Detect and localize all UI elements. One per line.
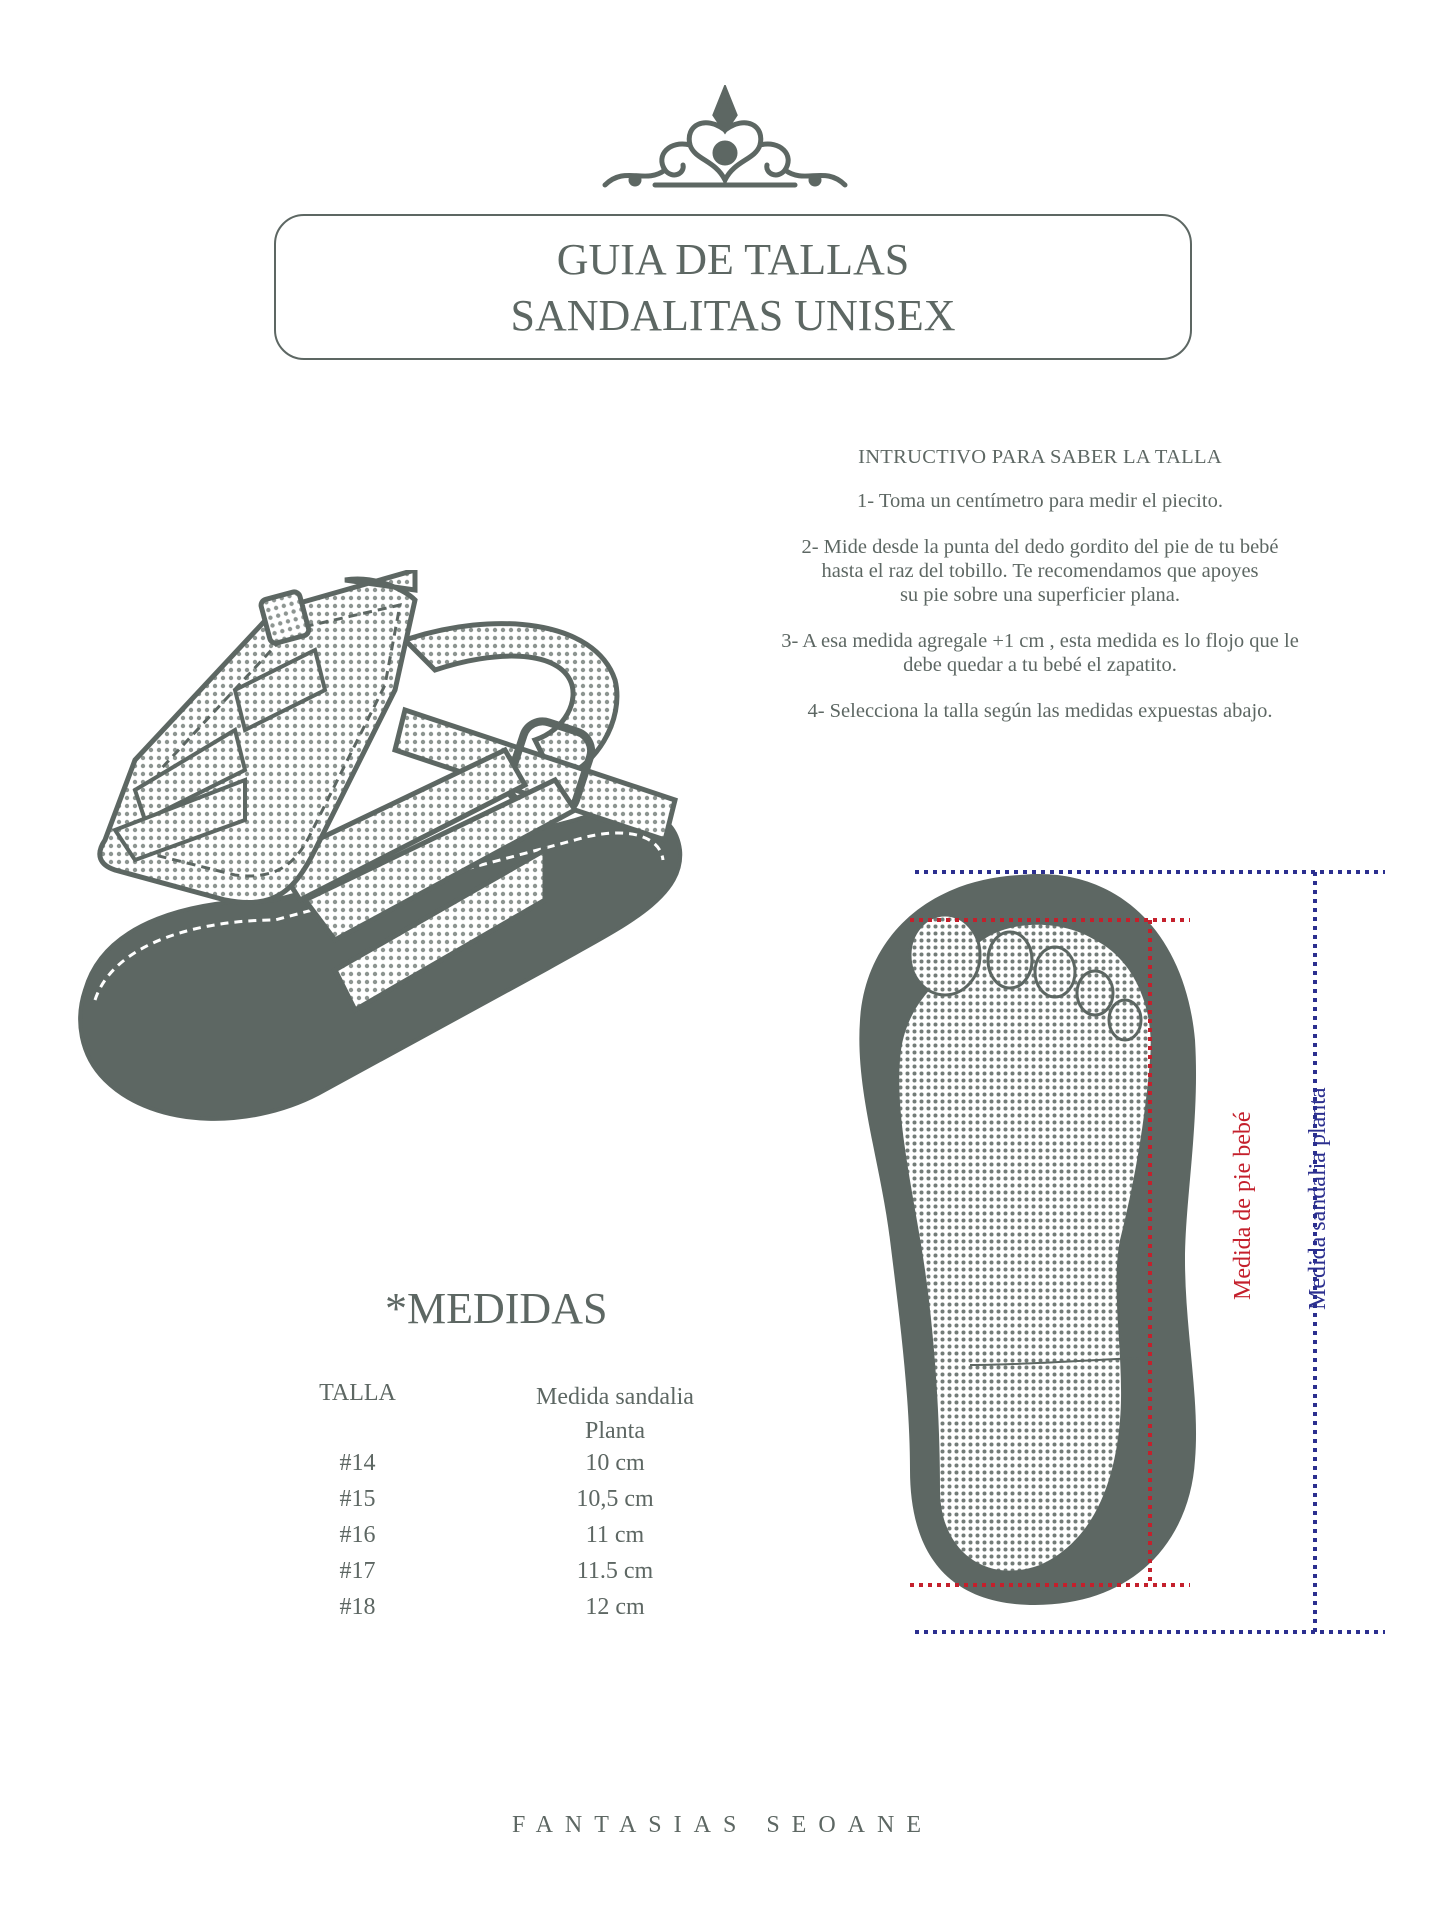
sandal-illustration	[75, 570, 765, 1170]
instructions-heading: INTRUCTIVO PARA SABER LA TALLA	[858, 446, 1222, 468]
table-row	[300, 1486, 760, 1522]
size-column-header: TALLA	[319, 1380, 396, 1406]
size-cell: #18	[339, 1594, 376, 1620]
size-table	[300, 1380, 760, 1630]
table-row	[300, 1558, 760, 1594]
brand-footer: FANTASIAS SEOANE	[512, 1812, 933, 1838]
table-row	[300, 1522, 760, 1558]
size-cell: #14	[339, 1450, 376, 1476]
sole-measure-label: Medida sandalia planta	[1305, 1087, 1331, 1310]
measure-cell: 10 cm	[585, 1450, 645, 1476]
instructions	[710, 446, 1370, 745]
measure-header-line1: Medida sandalia	[536, 1384, 694, 1410]
measure-cell: 10,5 cm	[576, 1486, 654, 1512]
table-row	[300, 1450, 760, 1486]
instruction-step-2: 2- Mide desde la punta del dedo gordito del pie de tu bebé hasta el raz del tobillo. Te recomendamos que apoyes su pie sobre una superficier plana.	[801, 536, 1279, 606]
instruction-step-1: 1- Toma un centímetro para medir el piecito.	[857, 490, 1223, 512]
instruction-step-3: 3- A esa medida agregale +1 cm , esta medida es lo flojo que le debe quedar a tu bebé el zapatito.	[781, 630, 1299, 676]
instruction-step-4: 4- Selecciona la talla según las medidas expuestas abajo.	[807, 700, 1273, 722]
size-cell: #16	[339, 1522, 376, 1548]
measure-header-line2: Planta	[585, 1418, 645, 1444]
size-table-header	[300, 1380, 760, 1450]
measures-title: *MEDIDAS	[385, 1284, 608, 1333]
page-title: GUIA DE TALLAS	[556, 235, 910, 284]
page-subtitle: SANDALITAS UNISEX	[510, 291, 956, 340]
measure-cell: 11.5 cm	[576, 1558, 654, 1584]
table-row	[300, 1594, 760, 1630]
foot-measure-label: Medida de pie bebé	[1230, 1111, 1256, 1300]
measure-column-header	[485, 1380, 745, 1450]
measure-cell: 12 cm	[585, 1594, 645, 1620]
title-box	[274, 214, 1192, 360]
size-cell: #15	[339, 1486, 376, 1512]
size-cell: #17	[339, 1558, 376, 1584]
crown-ornament-icon	[595, 85, 855, 200]
measure-cell: 11 cm	[585, 1522, 645, 1548]
